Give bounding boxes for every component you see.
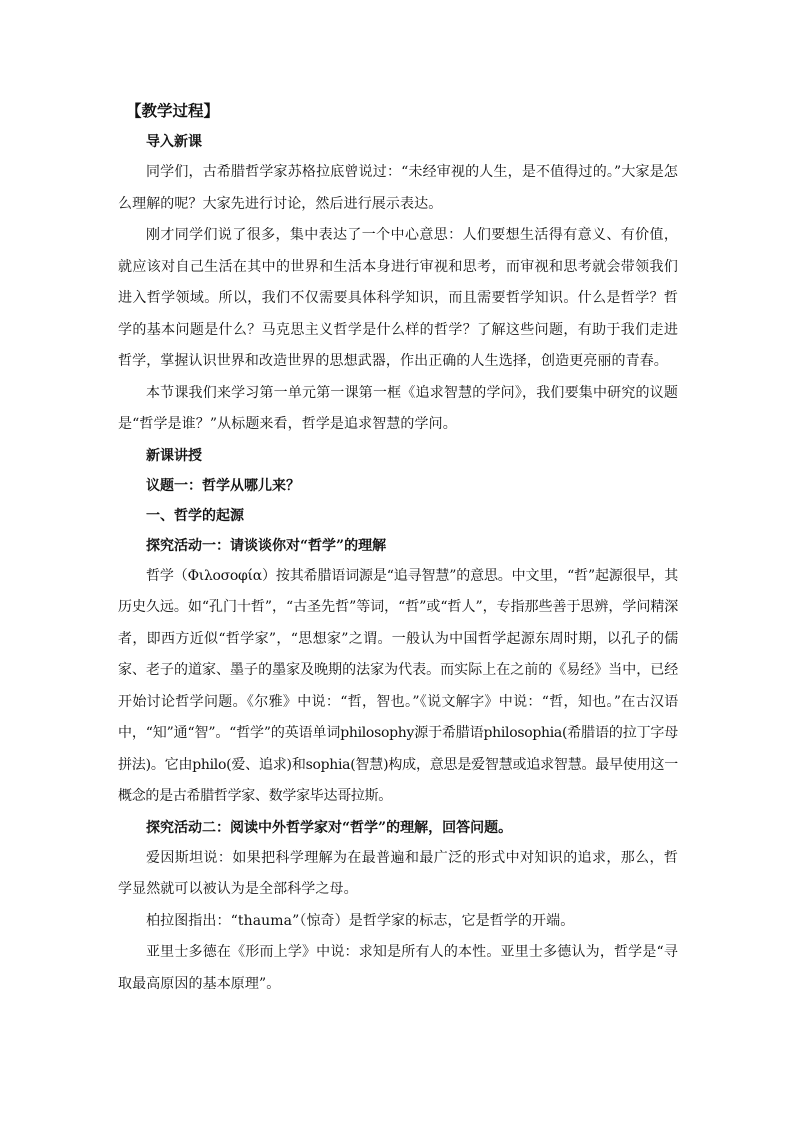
section-title: 【教学过程】 [126, 101, 220, 120]
heading-intro: 导入新课 [146, 134, 202, 150]
paragraph-plato: 柏拉图指出：“thauma”（惊奇）是哲学家的标志，它是哲学的开端。 [146, 912, 575, 929]
heading-activity-two: 探究活动二：阅读中外哲学家对“哲学”的理解，回答问题。 [146, 819, 513, 836]
heading-topic-one: 议题一：哲学从哪儿来？ [146, 477, 300, 494]
heading-new-lesson: 新课讲授 [146, 447, 202, 464]
paragraph-einstein: 爱因斯坦说：如果把科学理解为在最普遍和最广泛的形式中对知识的追求，那么，哲学显然就可以被认为是全部科学之母。 [118, 849, 678, 897]
document-page [118, 96, 678, 1000]
paragraph-aristotle: 亚里士多德在《形而上学》中说：求知是所有人的本性。亚里士多德认为，哲学是“寻取最高原因的基本原理”。 [118, 944, 678, 992]
paragraph-intro-question: 同学们，古希腊哲学家苏格拉底曾说过：“未经审视的人生，是不值得过的。”大家是怎么理解的呢？大家先进行讨论，然后进行展示表达。 [118, 164, 678, 212]
paragraph-intro-summary: 刚才同学们说了很多，集中表达了一个中心意思：人们要想生活得有意义、有价值，就应该对自己生活在其中的世界和生活本身进行审视和思考，而审视和思考就会带领我们进入哲学领域。所以，我们不仅需要具体科学知识，而且需要哲学知识。什么是哲学？哲学的基本问题是什么？马克思主义哲学是什么样的哲学？了解这些问题，有助于我们走进哲学，掌握认识世界和改造世界的思想武器，作出正确的人生选择，创造更亮丽的青春。 [118, 227, 678, 369]
heading-origin: 一、哲学的起源 [146, 507, 244, 524]
paragraph-philosophy-etymology: 哲学（Φιλοσοφία）按其希腊语词源是“追寻智慧”的意思。中文里，“哲”起源很早，其历史久远。如“孔门十哲”，“古圣先哲”等词，“哲”或“哲人”，专指那些善于思辨，学问精深者，即西方近似“哲学家”，“思想家”之谓。一般认为中国哲学起源东周时期，以孔子的儒家、老子的道家、墨子的墨家及晚期的法家为代表。而实际上在之前的《易经》当中，已经开始讨论哲学问题。《尔雅》中说：“哲，智也。”《说文解字》中说：“哲，知也。”在古汉语中，“知”通“智”。“哲学”的英语单词philosophy源于希腊语philosophia(希腊语的拉丁字母拼法)。它由philo(爱、追求)和sophia(智慧)构成，意思是爱智慧或追求智慧。最早使用这一概念的是古希腊哲学家、数学家毕达哥拉斯。 [118, 567, 678, 804]
paragraph-lesson-topic: 本节课我们来学习第一单元第一课第一框《追求智慧的学问》，我们要集中研究的议题是“哲学是谁？”从标题来看，哲学是追求智慧的学问。 [118, 384, 678, 432]
heading-activity-one: 探究活动一：请谈谈你对“哲学”的理解 [146, 537, 387, 554]
